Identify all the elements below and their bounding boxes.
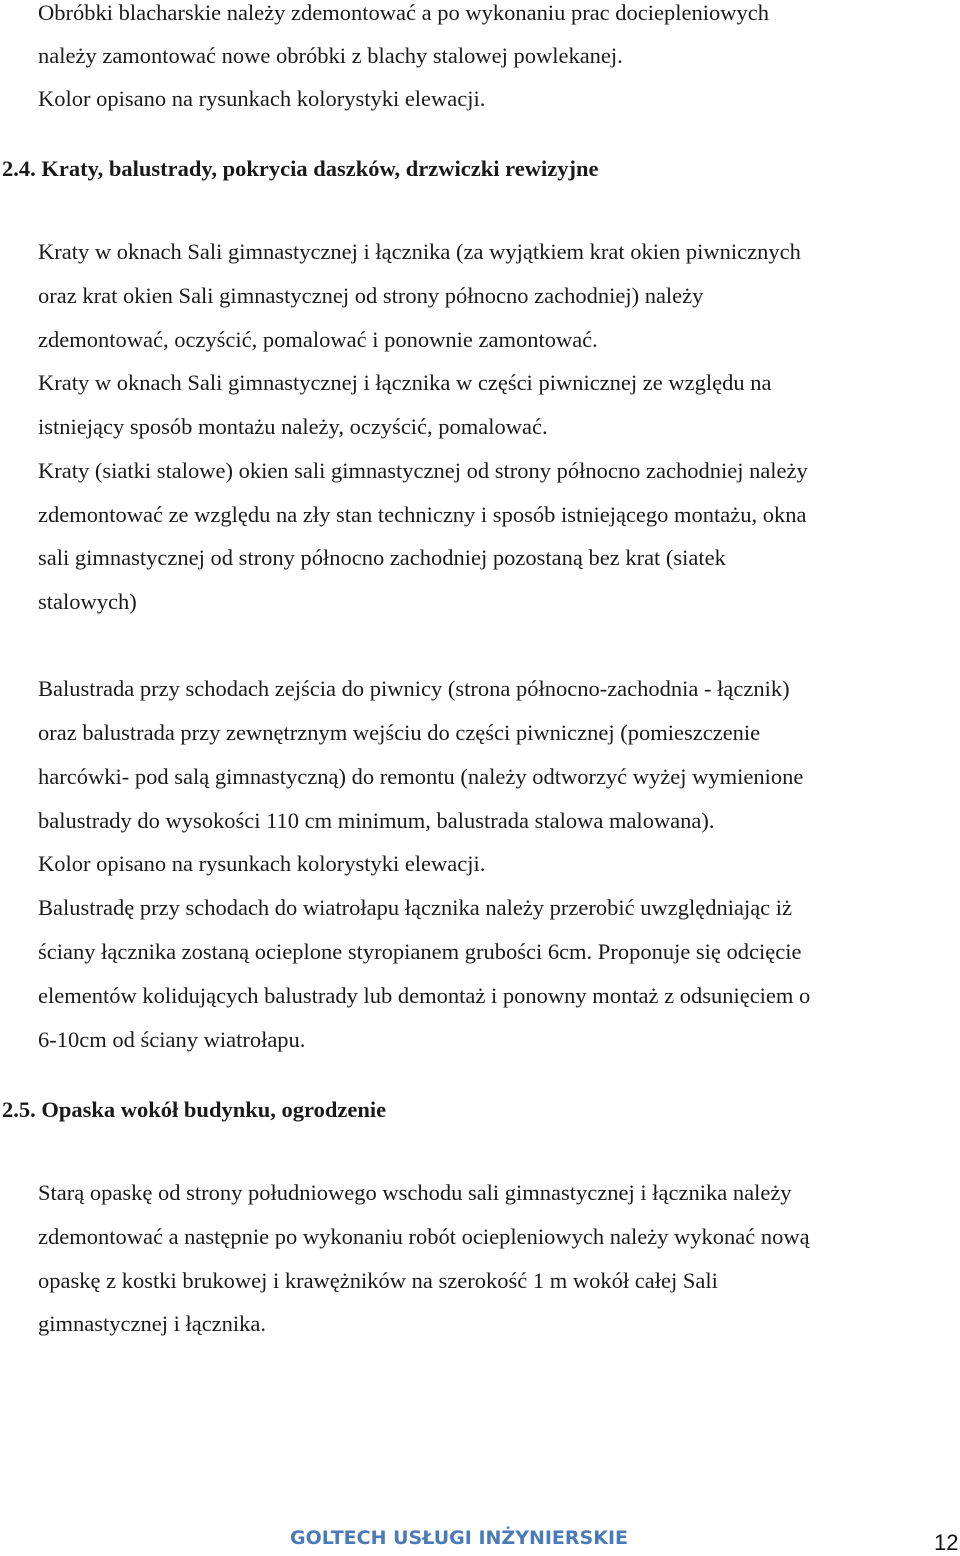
page-number: 12 <box>934 1530 959 1555</box>
section-2-5-line: Starą opaskę od strony południowego wschodu sali gimnastycznej i łącznika należy <box>38 1180 792 1205</box>
section-2-4-line: Kraty w oknach Sali gimnastycznej i łącznika (za wyjątkiem krat okien piwnicznych <box>38 239 801 264</box>
section-2-5-line: gimnastycznej i łącznika. <box>38 1311 267 1336</box>
section-2-4-line: 6-10cm od ściany wiatrołapu. <box>38 1027 306 1052</box>
section-2-4-line: harcówki- pod salą gimnastyczną) do remontu (należy odtworzyć wyżej wymienione <box>38 764 804 789</box>
section-2-4-line: oraz balustrada przy zewnętrznym wejściu do części piwnicznej (pomieszczenie <box>38 720 761 745</box>
intro-line: należy zamontować nowe obróbki z blachy stalowej powlekanej. <box>38 43 623 68</box>
section-2-4-line: Kraty (siatki stalowe) okien sali gimnastycznej od strony północno zachodniej należy <box>38 458 808 483</box>
section-2-4-line: zdemontować ze względu na zły stan techniczny i sposób istniejącego montażu, okna <box>38 502 807 527</box>
section-2-4-line: Balustrada przy schodach zejścia do piwnicy (strona północno-zachodnia - łącznik) <box>38 676 790 701</box>
intro-line: Obróbki blacharskie należy zdemontować a po wykonaniu prac dociepleniowych <box>38 0 769 25</box>
section-2-4-line: Kraty w oknach Sali gimnastycznej i łącznika w części piwnicznej ze względu na <box>38 370 772 395</box>
section-2-4-line: ściany łącznika zostaną ocieplone styropianem grubości 6cm. Proponuje się odcięcie <box>38 939 802 964</box>
section-2-4-line: zdemontować, oczyścić, pomalować i ponownie zamontować. <box>38 327 598 352</box>
section-2-4-line: stalowych) <box>38 589 137 614</box>
section-2-4-line: sali gimnastycznej od strony północno zachodniej pozostaną bez krat (siatek <box>38 545 726 570</box>
section-2-4-line: elementów kolidujących balustrady lub demontaż i ponowny montaż z odsunięciem o <box>38 983 811 1008</box>
intro-line: Kolor opisano na rysunkach kolorystyki elewacji. <box>38 86 486 111</box>
section-heading-2-4: 2.4. Kraty, balustrady, pokrycia daszków, drzwiczki rewizyjne <box>2 156 599 181</box>
footer-company-name: GOLTECH USŁUGI INŻYNIERSKIE <box>290 1527 628 1549</box>
section-2-4-line: balustrady do wysokości 110 cm minimum, balustrada stalowa malowana). <box>38 808 715 833</box>
section-2-4-line: oraz krat okien Sali gimnastycznej od strony północno zachodniej) należy <box>38 283 704 308</box>
section-heading-2-5: 2.5. Opaska wokół budynku, ogrodzenie <box>2 1097 387 1122</box>
section-2-5-line: opaskę z kostki brukowej i krawężników na szerokość 1 m wokół całej Sali <box>38 1268 718 1293</box>
section-2-4-line: istniejący sposób montażu należy, oczyścić, pomalować. <box>38 414 548 439</box>
section-2-5-line: zdemontować a następnie po wykonaniu robót ociepleniowych należy wykonać nową <box>38 1224 810 1249</box>
section-2-4-line: Kolor opisano na rysunkach kolorystyki elewacji. <box>38 851 486 876</box>
section-2-4-line: Balustradę przy schodach do wiatrołapu łącznika należy przerobić uwzględniając iż <box>38 895 793 920</box>
